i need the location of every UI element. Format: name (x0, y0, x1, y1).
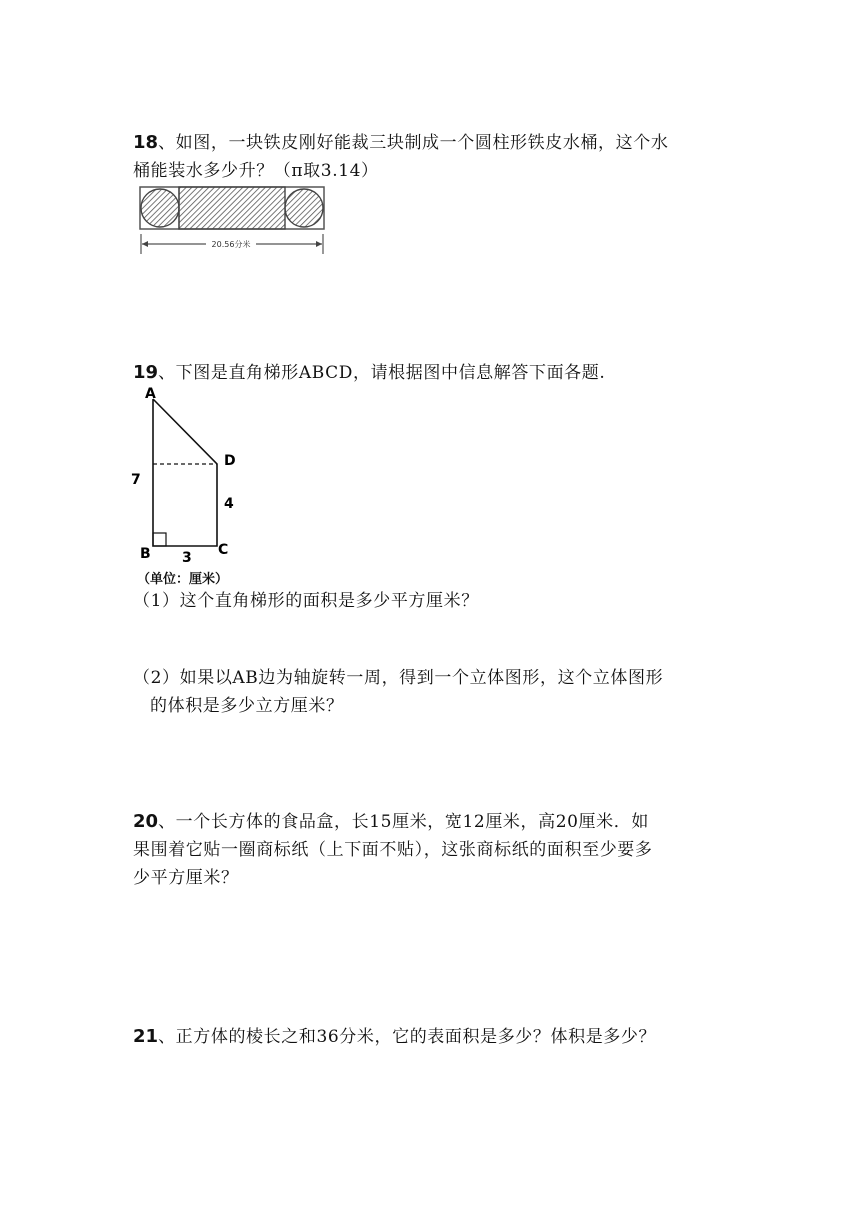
sheet-length-label: 20.56分米 (211, 240, 251, 249)
middle-rectangle (179, 187, 285, 229)
q19-sub2-line1: （2）如果以AB边为轴旋转一周，得到一个立体图形，这个立体图形 (133, 668, 664, 688)
vertex-b: B (140, 546, 151, 562)
q21-line1: 21、正方体的棱长之和36分米，它的表面积是多少？体积是多少？ (133, 1026, 657, 1047)
vertex-c: C (218, 542, 229, 558)
trapezoid-outline (153, 399, 217, 546)
length-cd: 4 (224, 496, 234, 512)
right-circle (285, 189, 323, 227)
length-bc: 3 (182, 550, 192, 566)
left-circle (141, 189, 179, 227)
q20-line3: 少平方厘米？ (133, 868, 239, 888)
length-ab: 7 (131, 472, 141, 488)
q19-sub2-line2: 的体积是多少立方厘米？ (150, 696, 344, 716)
q19-line1: 19、下图是直角梯形ABCD，请根据图中信息解答下面各题. (133, 362, 606, 383)
q18-line2: 桶能装水多少升？（π取3.14） (133, 161, 379, 181)
q18-number: 18 (133, 132, 159, 153)
q21-number: 21 (133, 1026, 159, 1047)
q20-line2: 果围着它贴一圈商标纸（上下面不贴），这张商标纸的面积至少要多 (133, 840, 653, 860)
right-angle-mark (153, 533, 166, 546)
q18-sheet-figure (138, 184, 328, 258)
q19-trapezoid-figure (128, 384, 248, 584)
vertex-a: A (145, 386, 156, 402)
q19-number: 19 (133, 362, 159, 383)
unit-label: （单位：厘米） (137, 572, 229, 587)
vertex-d: D (224, 453, 236, 469)
q19-sub1: （1）这个直角梯形的面积是多少平方厘米？ (133, 591, 479, 611)
q18-line1: 18、如图，一块铁皮刚好能裁三块制成一个圆柱形铁皮水桶，这个水 (133, 132, 669, 153)
q20-line1: 20、一个长方体的食品盒，长15厘米，宽12厘米，高20厘米．如 (133, 811, 649, 832)
q20-number: 20 (133, 811, 159, 832)
